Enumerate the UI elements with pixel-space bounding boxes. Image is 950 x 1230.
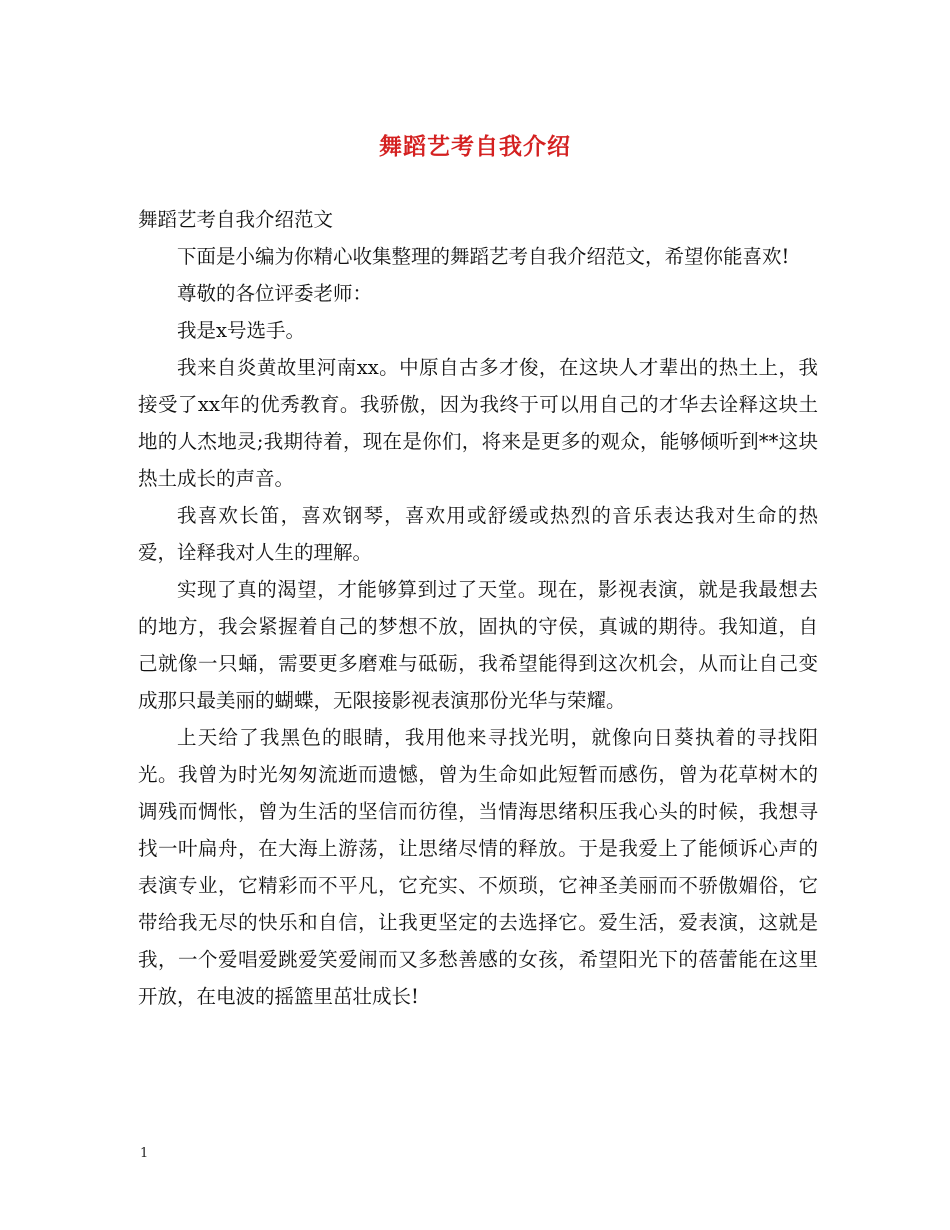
paragraph-music: 我喜欢长笛，喜欢钢琴，喜欢用或舒缓或热烈的音乐表达我对生命的热爱，诠释我对人生的理解。 <box>138 504 818 564</box>
document-subtitle: 舞蹈艺考自我介绍范文 <box>138 208 334 231</box>
paragraph-intro: 下面是小编为你精心收集整理的舞蹈艺考自我介绍范文，希望你能喜欢! <box>177 245 790 268</box>
document-body <box>138 201 818 1015</box>
document-title: 舞蹈艺考自我介绍 <box>379 133 571 160</box>
paragraph-greeting: 尊敬的各位评委老师： <box>177 282 373 305</box>
paragraph-contestant: 我是x号选手。 <box>177 319 305 342</box>
paragraph-passion: 上天给了我黑色的眼睛，我用他来寻找光明，就像向日葵执着的寻找阳光。我曾为时光匆匆流逝而遗憾，曾为生命如此短暂而感伤，曾为花草树木的调残而惆怅，曾为生活的坚信而彷徨，当情海思绪积压我心头的时候，我想寻找一叶扁舟，在大海上游荡，让思绪尽情的释放。于是我爱上了能倾诉心声的表演专业，它精彩而不平凡，它充实、不烦琐，它神圣美丽而不骄傲媚俗，它带给我无尽的快乐和自信，让我更坚定的去选择它。爱生活，爱表演，这就是我，一个爱唱爱跳爱笑爱闹而又多愁善感的女孩，希望阳光下的蓓蕾能在这里开放，在电波的摇篮里茁壮成长! <box>138 726 818 1008</box>
paragraph-origin: 我来自炎黄故里河南xx。中原自古多才俊，在这块人才辈出的热土上，我接受了xx年的优秀教育。我骄傲，因为我终于可以用自己的才华去诠释这块土地的人杰地灵;我期待着，现在是你们，将来是更多的观众，能够倾听到**这块热土成长的声音。 <box>138 356 818 490</box>
page-number: 1 <box>140 1146 149 1161</box>
paragraph-dream: 实现了真的渴望，才能够算到过了天堂。现在，影视表演，就是我最想去的地方，我会紧握着自己的梦想不放，固执的守侯，真诚的期待。我知道，自己就像一只蛹，需要更多磨难与砥砺，我希望能得到这次机会，从而让自己变成那只最美丽的蝴蝶，无限接影视表演那份光华与荣耀。 <box>138 578 818 712</box>
